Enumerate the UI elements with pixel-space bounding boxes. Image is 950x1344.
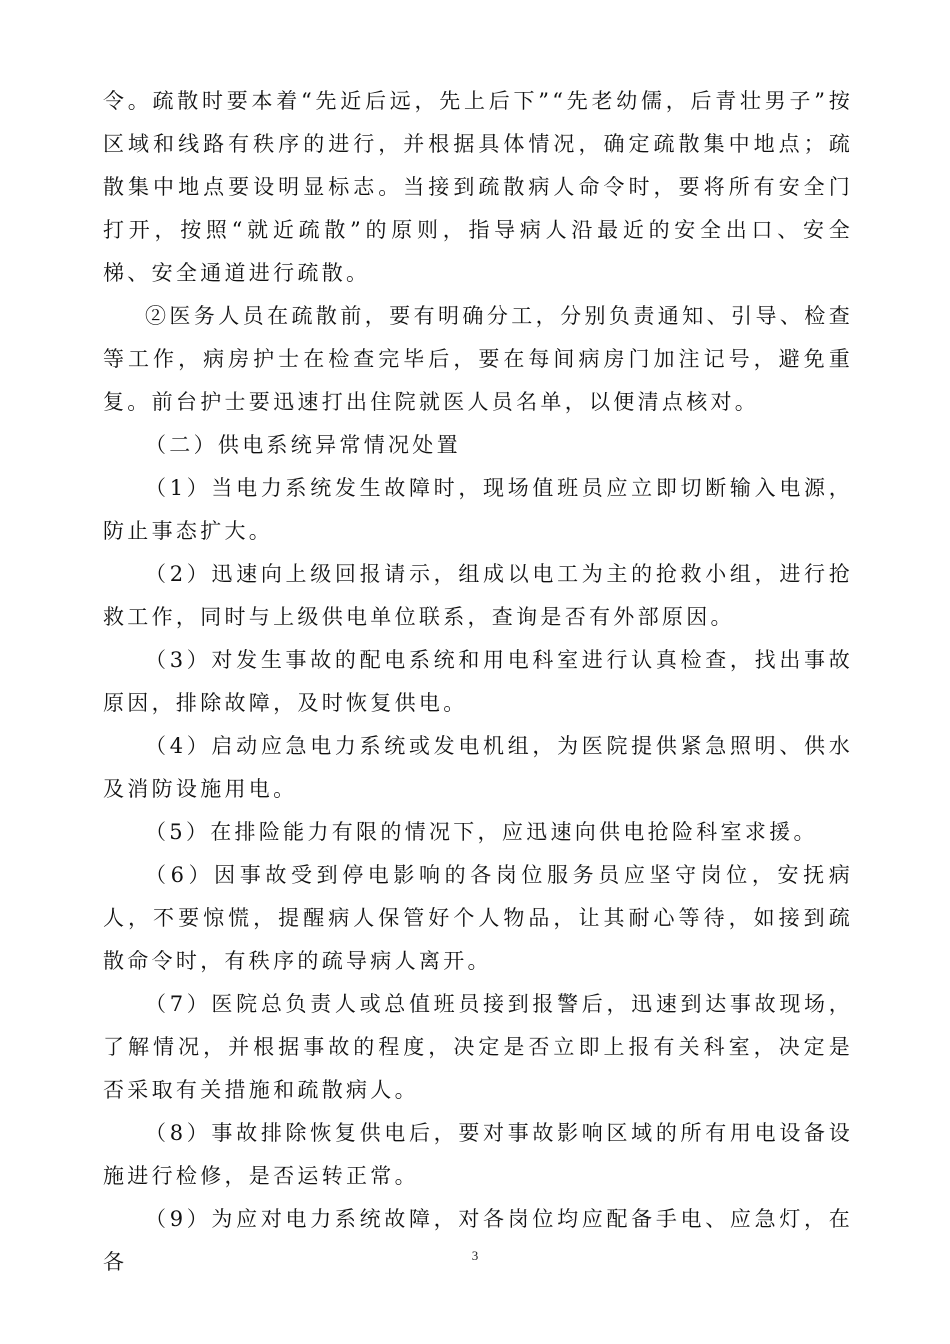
- list-item-2: （2）迅速向上级回报请示，组成以电工为主的抢救小组，进行抢救工作，同时与上级供电单位联系，查询是否有外部原因。: [103, 562, 853, 629]
- list-item-5: （5）在排险能力有限的情况下，应迅速向供电抢险科室求援。: [145, 820, 818, 844]
- list-item-7: （7）医院总负责人或总值班员接到报警后，迅速到达事故现场，了解情况，并根据事故的程度，决定是否立即上报有关科室，决定是否采取有关措施和疏散病人。: [103, 992, 853, 1102]
- paragraph-continuation: 令。疏散时要本着“先近后远，先上后下”“先老幼儒，后青壮男子”按区域和线路有秩序的进行，并根据具体情况，确定疏散集中地点；疏散集中地点要设明显标志。当接到疏散病人命令时，要将所有安全门打开，按照“就近疏散”的原则，指导病人沿最近的安全出口、安全梯、安全通道进行疏散。: [103, 89, 853, 285]
- paragraph-staff-duties: ②医务人员在疏散前，要有明确分工，分别负责通知、引导、检查等工作，病房护士在检查完毕后，要在每间病房门加注记号，避免重复。前台护士要迅速打出住院就医人员名单，以便清点核对。: [103, 304, 853, 414]
- section-heading-power-supply: （二）供电系统异常情况处置: [145, 433, 461, 457]
- page-number: 3: [471, 1248, 479, 1263]
- document-body: [103, 80, 853, 1284]
- list-item-1: （1）当电力系统发生故障时，现场值班员应立即切断输入电源，防止事态扩大。: [103, 476, 853, 543]
- list-item-3: （3）对发生事故的配电系统和用电科室进行认真检查，找出事故原因，排除故障，及时恢复供电。: [103, 648, 853, 715]
- list-item-9: （9）为应对电力系统故障，对各岗位均应配备手电、应急灯，在各: [103, 1207, 853, 1274]
- list-item-4: （4）启动应急电力系统或发电机组，为医院提供紧急照明、供水及消防设施用电。: [103, 734, 853, 801]
- list-item-6: （6）因事故受到停电影响的各岗位服务员应坚守岗位，安抚病人，不要惊慌，提醒病人保管好个人物品，让其耐心等待，如接到疏散命令时，有秩序的疏导病人离开。: [103, 863, 853, 973]
- list-item-8: （8）事故排除恢复供电后，要对事故影响区域的所有用电设备设施进行检修，是否运转正常。: [103, 1121, 853, 1188]
